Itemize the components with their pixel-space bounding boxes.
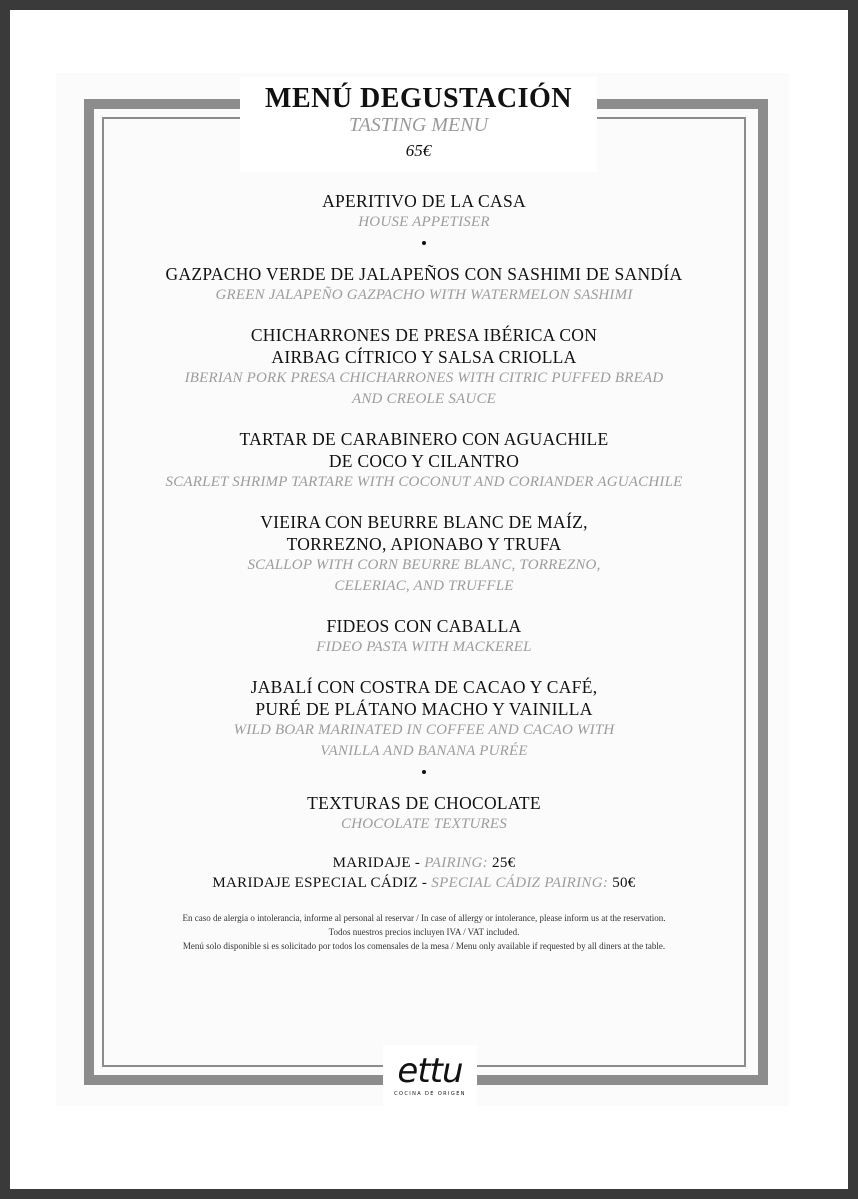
dish-name-en: FIDEO PASTA WITH MACKEREL — [316, 639, 532, 655]
fine-print — [104, 911, 744, 953]
allergy-note: En caso de alergia o intolerancia, informe al personal al reservar / In case of allergy or intolerance, please inform us at the reservation. — [182, 913, 666, 923]
pairing-label-en: PAIRING: — [424, 855, 488, 871]
dish-name-en: SCARLET SHRIMP TARTARE WITH COCONUT AND CORIANDER AGUACHILE — [165, 474, 683, 490]
pairing-price: 25€ — [487, 855, 516, 871]
logo-tagline: COCINA DE ORIGEN — [394, 1091, 466, 1097]
dish-name-es-line2: PURÉ DE PLÁTANO MACHO Y VAINILLA — [255, 699, 593, 719]
vat-note: Todos nuestros precios incluyen IVA / VAT included. — [328, 927, 520, 937]
dish-name-es: CHICHARRONES DE PRESA IBÉRICA CON — [250, 325, 598, 345]
dish-name-en: IBERIAN PORK PRESA CHICHARRONES WITH CITRIC PUFFED BREAD — [184, 370, 664, 386]
dish-name-es: JABALÍ CON COSTRA DE CACAO Y CAFÉ, — [250, 677, 598, 697]
dish-name-es-line2: DE COCO Y CILANTRO — [328, 451, 520, 471]
dish-name-en-line2: CELERIAC, AND TRUFFLE — [334, 578, 514, 594]
separator-dot — [422, 241, 426, 245]
separator-dot — [422, 770, 426, 774]
logo-wordmark: ettu — [397, 1051, 463, 1091]
dish-name-en: GREEN JALAPEÑO GAZPACHO WITH WATERMELON SASHIMI — [215, 287, 633, 303]
dish-vieira — [104, 511, 744, 597]
dish-name-en: WILD BOAR MARINATED IN COFFEE AND CACAO WITH — [233, 722, 615, 738]
dish-name-es: VIEIRA CON BEURRE BLANC DE MAÍZ, — [260, 512, 588, 532]
dish-aperitivo — [104, 190, 744, 233]
dish-name-es-line2: AIRBAG CÍTRICO Y SALSA CRIOLLA — [271, 347, 577, 367]
dish-chicharrones — [104, 324, 744, 410]
dish-name-es-line2: TORREZNO, APIONABO Y TRUFA — [286, 534, 562, 554]
dish-name-en: CHOCOLATE TEXTURES — [341, 816, 507, 832]
brand-logo — [383, 1045, 477, 1112]
menu-subtitle: TASTING MENU — [348, 114, 489, 136]
menu-content — [104, 190, 744, 953]
header — [240, 77, 597, 172]
dish-name-es: FIDEOS CON CABALLA — [326, 616, 522, 636]
dish-gazpacho — [104, 263, 744, 306]
pairing-line — [104, 853, 744, 873]
dish-name-en-line2: AND CREOLE SAUCE — [351, 391, 497, 407]
special-pairing-price: 50€ — [608, 875, 636, 891]
dish-chocolate — [104, 792, 744, 835]
pairing-section — [104, 853, 744, 893]
dish-fideos — [104, 615, 744, 658]
dish-name-en: HOUSE APPETISER — [358, 214, 490, 230]
menu-title: MENÚ DEGUSTACIÓN — [265, 83, 572, 114]
dish-name-es: TARTAR DE CARABINERO CON AGUACHILE — [239, 429, 609, 449]
special-pairing-line — [104, 873, 744, 893]
pairing-label-es: MARIDAJE - — [332, 855, 425, 871]
special-pairing-label-es: MARIDAJE ESPECIAL CÁDIZ - — [212, 875, 432, 891]
dish-name-es: TEXTURAS DE CHOCOLATE — [307, 793, 541, 813]
menu-price: 65€ — [405, 141, 432, 160]
dish-jabali — [104, 676, 744, 762]
dish-name-en: SCALLOP WITH CORN BEURRE BLANC, TORREZNO, — [247, 557, 601, 573]
special-pairing-label-en: SPECIAL CÁDIZ PAIRING: — [431, 875, 609, 891]
dish-name-es: GAZPACHO VERDE DE JALAPEÑOS CON SASHIMI DE SANDÍA — [165, 264, 683, 284]
availability-note: Menú solo disponible si es solicitado por todos los comensales de la mesa / Menu only available if requested by all diners at the table. — [182, 941, 666, 951]
dish-name-en-line2: VANILLA AND BANANA PURÉE — [320, 743, 528, 759]
dish-name-es: APERITIVO DE LA CASA — [322, 191, 526, 211]
dish-tartar — [104, 428, 744, 493]
